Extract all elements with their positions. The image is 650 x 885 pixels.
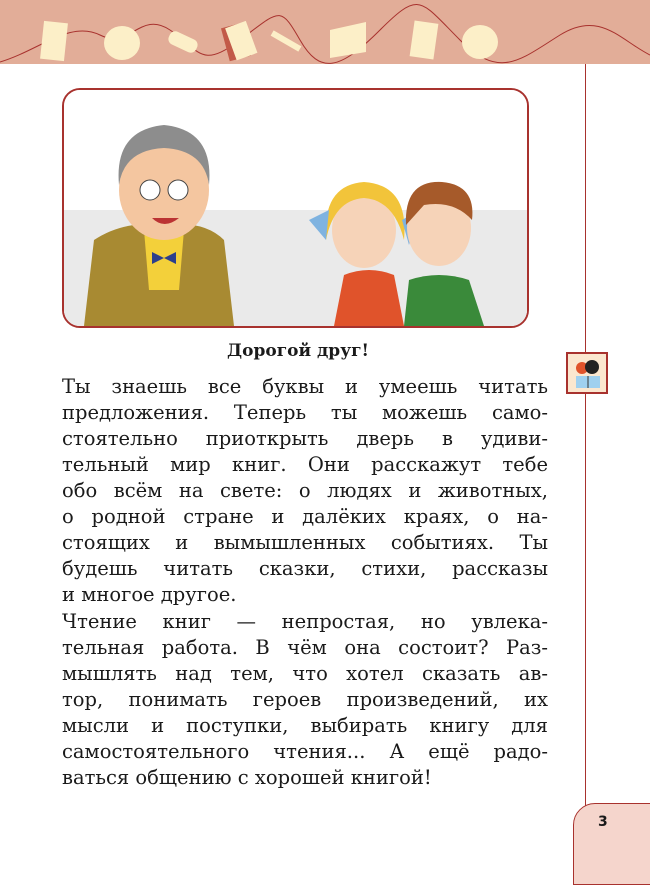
text-line: мышлять над тем, что хотел сказать ав- (62, 662, 548, 685)
text-line: стоятельно приоткрыть дверь в удиви- (62, 427, 548, 450)
text-line: Чтение книг — непростая, но увлека- (62, 610, 548, 633)
text-line: стоящих и вымышленных событиях. Ты (62, 531, 548, 554)
text-line: о родной стране и далёких краях, о на- (62, 505, 548, 528)
reading-together-icon (566, 352, 608, 394)
page-number: 3 (598, 814, 608, 830)
text-line: тельная работа. В чём она состоит? Раз- (62, 636, 548, 659)
writing-tools-ornament-icon (0, 0, 650, 64)
text-line: самостоятельного чтения... А ещё радо- (62, 740, 548, 763)
text-line: мысли и поступки, выбирать книгу для (62, 714, 548, 737)
text-line: и многое другое. (62, 583, 237, 606)
illustration-teacher-and-children (62, 88, 529, 328)
text-line: ваться общению с хорошей книгой! (62, 766, 432, 789)
page-title: Дорогой друг! (227, 341, 369, 361)
text-line: будешь читать сказки, стихи, рассказы (62, 557, 548, 580)
text-line: обо всём на свете: о людях и животных, (62, 479, 548, 502)
text-line: предложения. Теперь ты можешь само- (62, 401, 548, 424)
text-line: тор, понимать героев произведений, их (62, 688, 548, 711)
page-number-tab (573, 803, 650, 885)
text-line: тельный мир книг. Они расскажут тебе (62, 453, 548, 476)
margin-line (585, 64, 586, 809)
text-line: Ты знаешь все буквы и умеешь читать (62, 375, 548, 398)
decorative-header (0, 0, 650, 64)
